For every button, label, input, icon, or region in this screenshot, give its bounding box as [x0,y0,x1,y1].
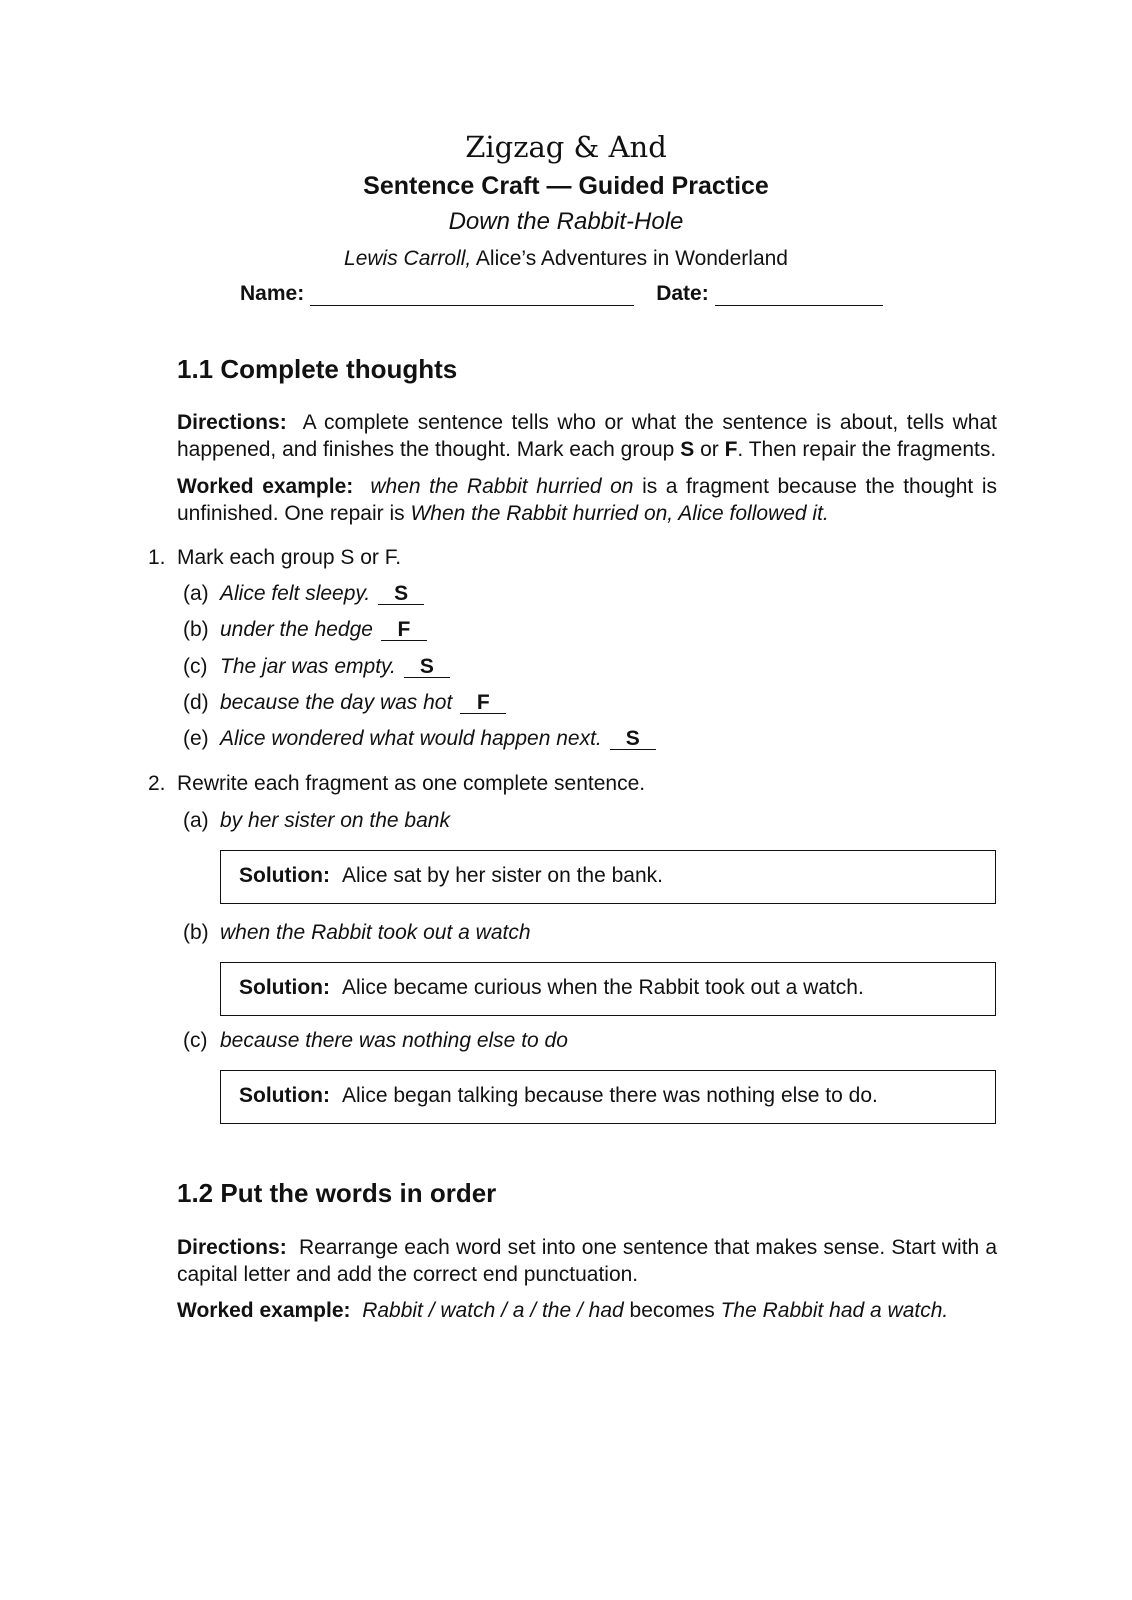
solution-box[interactable] [220,1070,996,1124]
list-item [220,727,656,751]
example-label: Worked example: [177,1299,351,1322]
item-label: (c) [183,655,208,678]
item-label: (b) [183,618,209,641]
directions-text: A complete sentence tells who or what the sentence is about, tells what happened, and finishes the thought. Mark each group [177,411,997,461]
date-label: Date: [656,282,709,305]
name-label: Name: [240,282,305,305]
question-number: 2. [148,772,166,795]
chapter-title: Down the Rabbit-Hole [448,208,684,235]
directions-paragraph [177,409,997,463]
directions-s: S [680,438,695,461]
item-label: (a) [183,582,209,605]
section-heading-complete-thoughts: 1.1 Complete thoughts [177,354,458,384]
answer-blank[interactable]: S [610,729,656,750]
example-words: Rabbit / watch / a / the / had [362,1299,624,1322]
solution-box[interactable] [220,850,996,904]
date-field[interactable] [715,283,883,306]
directions-label: Directions: [177,1236,287,1259]
section-heading-words-in-order: 1.2 Put the words in order [177,1178,497,1208]
item-label: (c) [183,1029,208,1052]
answer-blank[interactable]: F [460,693,506,714]
list-item [220,655,450,679]
source-citation [0,247,1132,271]
item-text: Alice felt sleepy. [220,582,371,605]
item-text: The jar was empty. [220,655,396,678]
name-field[interactable] [310,283,634,306]
fragment-text: by her sister on the bank [220,809,450,832]
item-label: (a) [183,809,209,832]
worked-example-paragraph [177,1297,997,1324]
worksheet-title: Sentence Craft — Guided Practice [363,172,769,200]
example-repair: When the Rabbit hurried on, Alice followed it. [410,502,829,525]
item-text: because the day was hot [220,691,453,714]
directions-or: or [700,438,719,461]
question-prompt: Rewrite each fragment as one complete sentence. [177,772,646,795]
answer-blank[interactable]: S [378,584,424,605]
author-name: Lewis Carroll, [344,247,472,270]
answer-blank[interactable]: F [381,620,427,641]
example-label: Worked example: [177,475,354,498]
example-explanation: is a fragment because the thought is unfinished. One repair is [177,475,997,525]
name-date-row [240,282,883,306]
directions-text-end: . Then repair the fragments. [737,438,997,461]
item-text: Alice wondered what would happen next. [220,727,602,750]
worked-example-paragraph [177,473,997,527]
solution-text: Alice became curious when the Rabbit took out a watch. [341,976,864,999]
directions-text: Rearrange each word set into one sentence that makes sense. Start with a capital letter and add the correct end punctuation. [177,1236,998,1286]
example-fragment: when the Rabbit hurried on [370,475,634,498]
solution-label: Solution: [239,976,330,999]
list-item [220,618,427,642]
item-text: under the hedge [220,618,373,641]
solution-text: Alice sat by her sister on the bank. [341,864,663,887]
brand-name: Zigzag & And [465,130,667,164]
question-number: 1. [148,546,166,569]
fragment-text: because there was nothing else to do [220,1029,568,1052]
solution-label: Solution: [239,864,330,887]
list-item [220,691,506,715]
directions-paragraph [177,1234,997,1288]
list-item [220,582,424,606]
item-label: (e) [183,727,209,750]
item-label: (b) [183,921,209,944]
item-label: (d) [183,691,209,714]
directions-f: F [724,438,738,461]
question-prompt: Mark each group S or F. [177,546,402,569]
solution-box[interactable] [220,962,996,1016]
solution-label: Solution: [239,1084,330,1107]
book-title: Alice’s Adventures in Wonderland [475,247,788,270]
example-result: The Rabbit had a watch. [720,1299,949,1322]
answer-blank[interactable]: S [404,657,450,678]
example-becomes: becomes [629,1299,715,1322]
solution-text: Alice began talking because there was nothing else to do. [341,1084,878,1107]
directions-label: Directions: [177,411,287,434]
fragment-text: when the Rabbit took out a watch [220,921,531,944]
